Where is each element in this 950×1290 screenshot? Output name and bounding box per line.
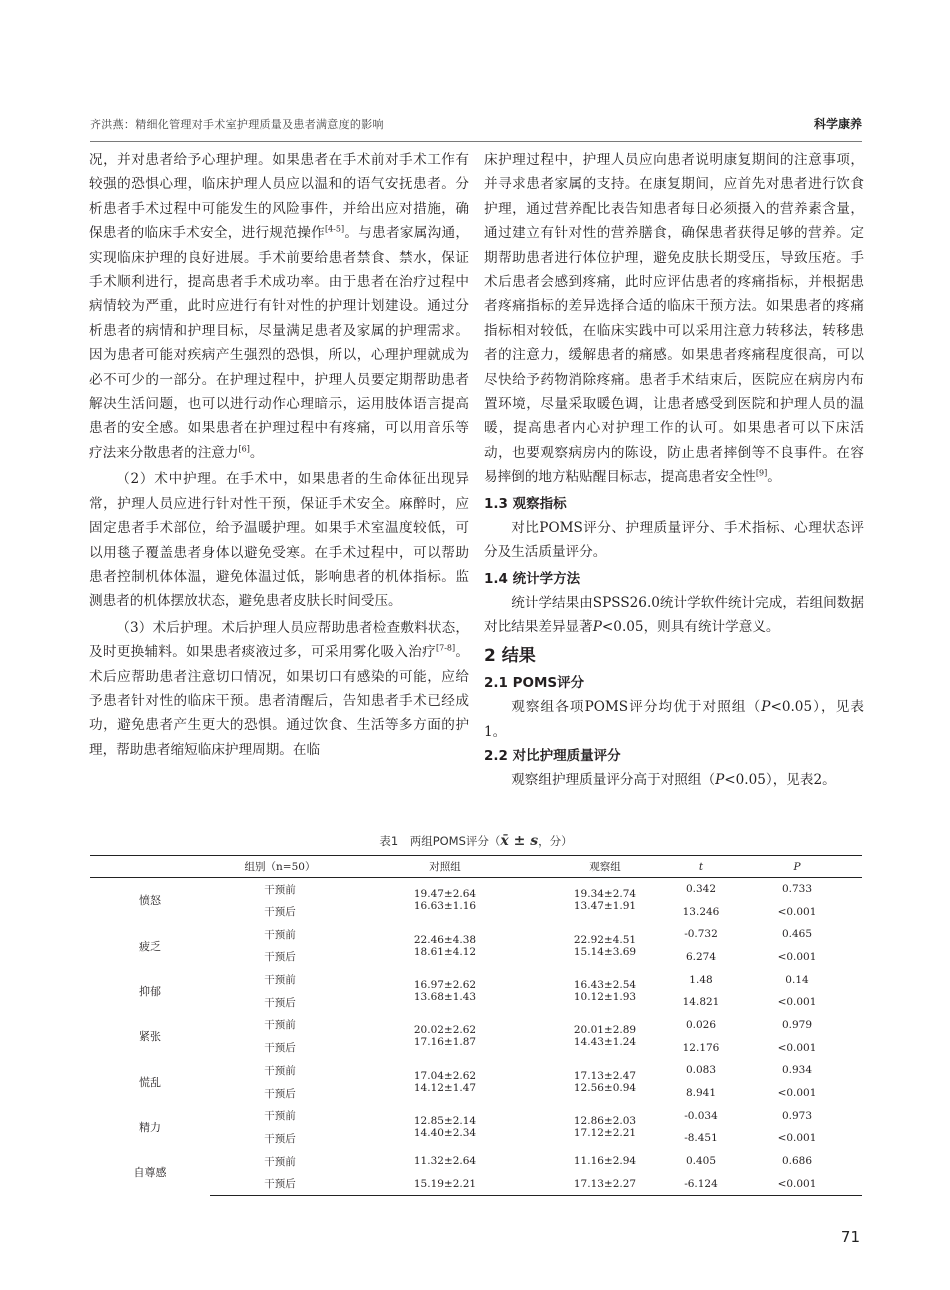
observation-values: [540, 968, 670, 1013]
mean-sd-symbol: x̄ ± s: [500, 833, 539, 849]
t-value: 1.48: [689, 973, 713, 986]
t-value: -0.732: [684, 928, 718, 941]
table-row: [90, 878, 862, 901]
p-value: 0.686: [781, 1155, 813, 1168]
heading-1-3: 1.3 观察指标: [484, 495, 567, 512]
table-body: [90, 878, 862, 1196]
phase-label: 干预后: [264, 951, 296, 964]
header-observation: 观察组: [540, 856, 670, 878]
observation-value: 16.43±2.54: [573, 978, 637, 991]
p-value: <0.001: [777, 996, 817, 1009]
t-value: 14.821: [682, 996, 720, 1009]
group-label: 慌乱: [139, 1075, 161, 1089]
left-column: [89, 148, 469, 762]
phase-label: 干预前: [264, 1155, 296, 1168]
t-value: 8.941: [685, 1087, 717, 1100]
citation-9: [9]: [755, 468, 768, 478]
header-group: 组别（n=50）: [210, 856, 350, 878]
control-values: [350, 968, 540, 1013]
observation-value: 10.12±1.93: [573, 990, 637, 1003]
control-value: 15.19±2.21: [350, 1172, 540, 1195]
p-value: 0.465: [781, 928, 813, 941]
t-value: 0.405: [685, 1155, 717, 1168]
group-label: 疲乏: [139, 939, 161, 953]
phase-label: 干预前: [264, 1019, 296, 1032]
phase-label: 干预前: [264, 1110, 296, 1123]
t-value: -8.451: [684, 1132, 718, 1145]
phase-label: 干预后: [264, 906, 296, 919]
observation-values: [540, 923, 670, 968]
observation-value: 11.16±2.94: [573, 1155, 637, 1168]
p-value: 0.14: [785, 973, 809, 986]
observation-value: 12.86±2.03: [573, 1115, 637, 1128]
paragraph-postop-care: （3）术后护理。术后护理人员应帮助患者检查敷料状态，及时更换辅料。如果患者痰液过多，可采用雾化吸入治疗[7-8]。术后应帮助患者注意切口情况，如果切口有感染的可能，应给予患者针对性的临床干预。患者清醒后，告知患者手术已经成功，避免患者产生更大的恐惧。通过饮食、生活等多方面的护理，帮助患者缩短临床护理周期。在临: [89, 619, 470, 758]
t-value: 6.274: [685, 950, 717, 963]
observation-value: 12.56±0.94: [573, 1081, 637, 1094]
phase-label: 干预前: [264, 974, 296, 987]
p-value: <0.001: [777, 1041, 817, 1054]
table-row: [90, 968, 862, 991]
header-t: t: [670, 856, 732, 878]
observation-values: [540, 1059, 670, 1104]
phase-label: 干预后: [210, 1172, 350, 1195]
citation-6: [6]: [238, 444, 250, 454]
control-value: 19.47±2.64: [413, 888, 477, 901]
control-value: 17.04±2.62: [413, 1069, 477, 1082]
phase-label: 干预后: [264, 1132, 296, 1145]
control-values: [350, 878, 540, 923]
phase-label: 干预前: [264, 883, 296, 896]
observation-values: [540, 878, 670, 923]
t-value: 13.246: [682, 905, 720, 918]
running-header-title: 齐洪燕：精细化管理对手术室护理质量及患者满意度的影响: [90, 118, 384, 131]
poms-score-table: [90, 855, 862, 1196]
t-value: -0.034: [684, 1109, 718, 1122]
p-value: 0.973: [781, 1109, 813, 1122]
observation-value: 22.92±4.51: [573, 933, 637, 946]
paragraph-statistics: 统计学结果由SPSS26.0统计学软件统计完成，若组间数据对比结果差异显著P<0.05，则具有统计学意义。: [484, 594, 864, 635]
group-label: 精力: [139, 1121, 161, 1135]
header-control: 对照组: [350, 856, 540, 878]
control-value: 20.02±2.62: [413, 1024, 477, 1037]
t-value: 0.342: [685, 883, 717, 896]
heading-2-1: 2.1 POMS评分: [484, 675, 585, 692]
control-value: 13.68±1.43: [413, 990, 477, 1003]
p-value: 0.733: [781, 883, 813, 896]
header-p: P: [732, 856, 862, 878]
paragraph-postop-continued: 床护理过程中，护理人员应向患者说明康复期间的注意事项，并寻求患者家属的支持。在康复期间，应首先对患者进行饮食护理，通过营养配比表告知患者每日必须摄入的营养素含量，通过建立有针对性的营养膳食，确保患者获得足够的营养。定期帮助患者进行体位护理，避免皮肤长期受压，导致压疮。手术后患者会感到疼痛，此时应评估患者的疼痛指标，并根据患者疼痛指标的差异选择合适的临床干预方法。如果患者的疼痛指标相对较低，在临床实践中可以采用注意力转移法，转移患者的注意力，缓解患者的痛感。如果患者疼痛程度很高，可以尽快给予药物消除疼痛。患者手术结束后，医院应在病房内布置环境，尽量采取暖色调，让患者感受到医院和护理人员的温暖，提高患者内心对护理工作的认可。如果患者可以下床活动，也要观察病房内的陈设，防止患者摔倒等不良事件。在容易摔倒的地方粘贴醒目标志，提高患者安全性[9]。: [484, 152, 864, 486]
control-value: 22.46±4.38: [413, 933, 477, 946]
citation-4-5: [4-5]: [324, 224, 345, 234]
control-values: [350, 1059, 540, 1104]
group-label: 愤怒: [139, 894, 161, 908]
paragraph-nursing-quality-result: 观察组护理质量评分高于对照组（P<0.05），见表2。: [511, 772, 836, 789]
control-value: 16.97±2.62: [413, 978, 477, 991]
control-value: 12.85±2.14: [413, 1115, 477, 1128]
observation-value: 15.14±3.69: [573, 945, 637, 958]
citation-7-8: [7-8]: [436, 643, 456, 653]
control-value: 16.63±1.16: [413, 900, 477, 913]
observation-value: 17.13±2.47: [573, 1069, 637, 1082]
p-value: <0.001: [777, 1087, 817, 1100]
observation-value: 17.13±2.27: [540, 1172, 670, 1195]
heading-2-2: 2.2 对比护理质量评分: [484, 748, 621, 765]
heading-1-4: 1.4 统计学方法: [484, 570, 581, 587]
t-value: 0.083: [685, 1064, 717, 1077]
p-value: <0.001: [732, 1172, 862, 1195]
paragraph-preop-continued: 况，并对患者给予心理护理。如果患者在手术前对手术工作有较强的恐惧心理，临床护理人员应以温和的语气安抚患者。分析患者手术过程中可能发生的风险事件，并给出应对措施，确保患者的临床手术安全，进行规范操作[4-5]。与患者家属沟通，实现临床护理的良好进展。手术前要给患者禁食、禁水，保证手术顺利进行，提高患者手术成功率。由于患者在治疗过程中病情较为严重，此时应进行有针对性的护理计划建设。通过分析患者的病情和护理目标，尽量满足患者及家属的护理需求。因为患者可能对疾病产生强烈的恐惧，所以，心理护理就成为必不可少的一部分。在护理过程中，护理人员要定期帮助患者解决生活问题，也可以进行动作心理暗示，运用肢体语言提高患者的安全感。如果患者在护理过程中有疼痛，可以用音乐等疗法来分散患者的注意力[6]。: [89, 152, 470, 461]
p-value: <0.001: [777, 950, 817, 963]
journal-name: 科学康养: [813, 117, 862, 131]
table-row: [90, 1059, 862, 1082]
observation-value: 14.43±1.24: [573, 1036, 637, 1049]
group-label: 抑郁: [139, 984, 161, 998]
heading-2-results: 2 结果: [484, 646, 536, 667]
control-value: 11.32±2.64: [413, 1155, 477, 1168]
paragraph-observation-indicators: 对比POMS评分、护理质量评分、手术指标、心理状态评分及生活质量评分。: [484, 519, 864, 561]
right-column: [484, 148, 864, 793]
control-value: 18.61±4.12: [413, 945, 477, 958]
phase-label: 干预后: [264, 1042, 296, 1055]
t-value: -6.124: [670, 1172, 732, 1195]
table-caption: 表1 两组POMS评分（x̄ ± s，分）: [379, 833, 573, 849]
observation-value: 20.01±2.89: [573, 1024, 637, 1037]
phase-label: 干预后: [264, 996, 296, 1009]
control-value: 17.16±1.87: [413, 1036, 477, 1049]
table-row: [90, 1150, 862, 1173]
control-value: 14.12±1.47: [413, 1081, 477, 1094]
paragraph-poms-result: 观察组各项POMS评分均优于对照组（P<0.05），见表1。: [484, 699, 865, 740]
table-row: [90, 923, 862, 946]
control-values: [350, 923, 540, 968]
observation-value: 17.12±2.21: [573, 1127, 637, 1140]
p-value: 0.934: [781, 1064, 813, 1077]
control-values: [350, 1014, 540, 1059]
observation-values: [540, 1014, 670, 1059]
t-value: 12.176: [682, 1041, 720, 1054]
paragraph-intraop-care: （2）术中护理。在手术中，如果患者的生命体征出现异常，护理人员应进行针对性干预，保证手术安全。麻醉时，应固定患者手术部位，给予温暖护理。如果手术室温度较低，可以用毯子覆盖患者身体以避免受寒。在手术过程中，可以帮助患者控制机体体温，避免体温过低，影响患者的机体指标。监测患者的机体摆放状态，避免患者皮肤长时间受压。: [89, 471, 469, 610]
table-row: [90, 1014, 862, 1037]
observation-values: [540, 1104, 670, 1149]
p-value: <0.001: [777, 905, 817, 918]
observation-value: 13.47±1.91: [573, 900, 637, 913]
phase-label: 干预前: [264, 1064, 296, 1077]
table-row: [90, 1104, 862, 1127]
p-value: <0.001: [777, 1132, 817, 1145]
p-value: 0.979: [781, 1018, 813, 1031]
control-value: 14.40±2.34: [413, 1127, 477, 1140]
page-number: 71: [840, 1228, 860, 1246]
t-value: 0.026: [685, 1018, 717, 1031]
phase-label: 干预前: [264, 928, 296, 941]
running-header: [90, 112, 862, 142]
control-values: [350, 1104, 540, 1149]
phase-label: 干预后: [264, 1087, 296, 1100]
observation-value: 19.34±2.74: [573, 888, 637, 901]
group-label: 紧张: [139, 1030, 161, 1044]
table-header-row: [90, 856, 862, 878]
group-label: 自尊感: [133, 1166, 167, 1180]
